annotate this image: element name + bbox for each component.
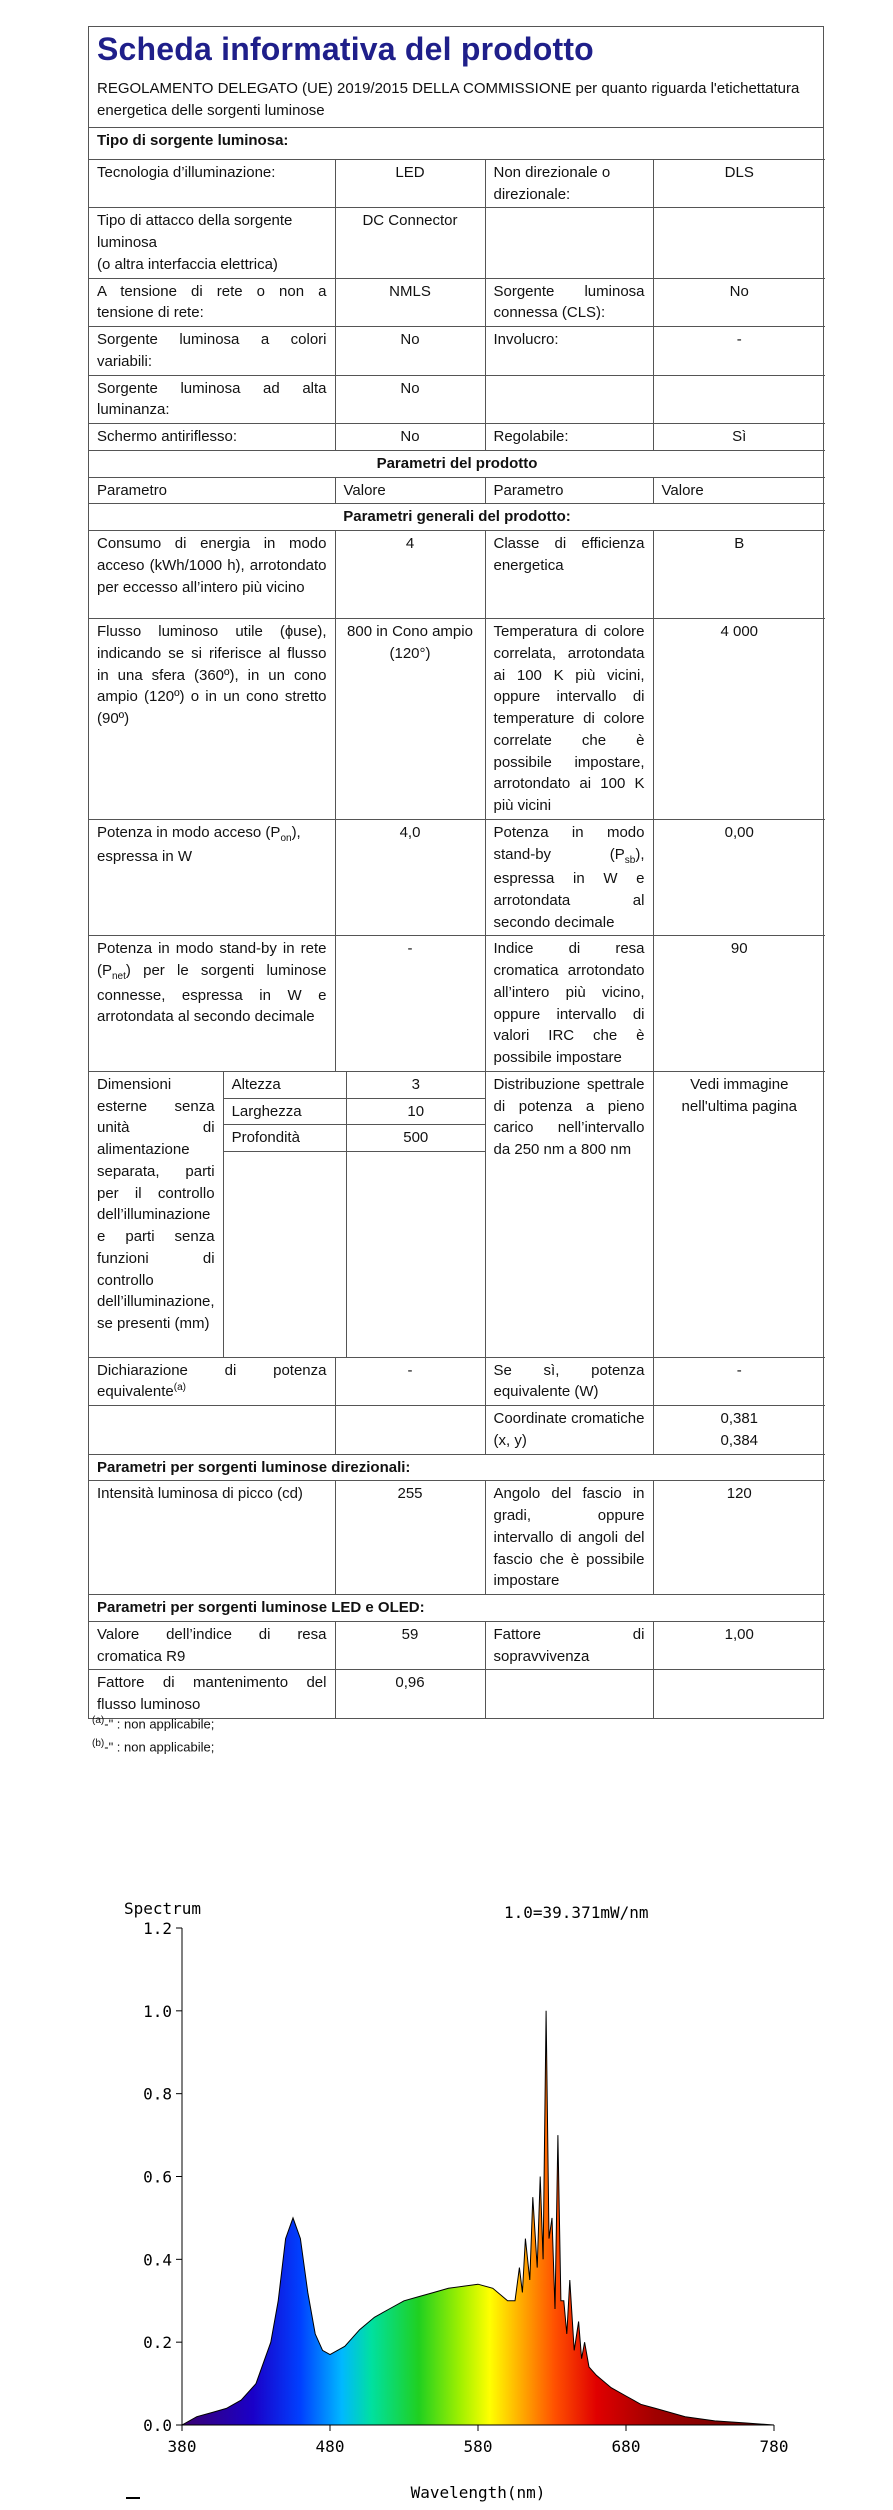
row-value: No — [335, 327, 485, 376]
table-row — [89, 531, 825, 619]
sesi-value: - — [653, 1357, 825, 1406]
row-label: Involucro: — [485, 327, 653, 376]
pnet-value: - — [335, 936, 485, 1072]
angolo-label: Angolo del fascio in gradi, oppure intervallo di angoli del fascio che è possibile impostare — [485, 1481, 653, 1595]
chart-annotation: 1.0=39.371mW/nm — [504, 1903, 649, 1922]
psb-value: 0,00 — [653, 819, 825, 936]
attacco-label: Tipo di attacco della sorgente luminosa — [97, 212, 293, 252]
classe-label: Classe di efficienza energetica — [485, 531, 653, 619]
empty-cell — [89, 1406, 335, 1455]
psb-label-b: ), espressa in W e arrotondata al secondo decimale — [493, 845, 645, 931]
flusso-label: Flusso luminoso utile (ɸuse), indicando se si riferisce al flusso in una sfera (360º), in un cono ampio (120º) o in un cono stretto (90º) — [89, 619, 335, 820]
row-label: Sorgente luminosa ad alta luminanza: — [89, 375, 335, 424]
table-row — [89, 1481, 825, 1595]
y-tick-label: 1.0 — [143, 2001, 172, 2021]
section-led: Parametri per sorgenti luminose LED e OLED: — [89, 1595, 825, 1622]
section-direzionali: Parametri per sorgenti luminose direzionali: — [89, 1454, 825, 1481]
dim-value: 10 — [347, 1098, 485, 1125]
table-row — [89, 936, 825, 1072]
row-value — [653, 375, 825, 424]
sesi-label: Se sì, potenza equivalente (W) — [485, 1357, 653, 1406]
pnet-label-b: ) per le sorgenti luminose connesse, espressa in W e arrotondata al secondo decimale — [97, 962, 327, 1026]
mantenimento-label: Fattore di mantenimento del flusso luminoso — [89, 1670, 335, 1718]
footnote-b — [92, 1735, 214, 1758]
section-tipo: Tipo di sorgente luminosa: — [89, 128, 825, 159]
row-value: No — [653, 278, 825, 327]
pon-label — [89, 819, 335, 936]
pon-label-a: Potenza in modo acceso (P — [97, 823, 281, 841]
consumo-value: 4 — [335, 531, 485, 619]
table-row — [89, 1406, 825, 1455]
table-row — [89, 327, 825, 376]
empty-cell — [485, 1670, 653, 1718]
x-tick-label: 580 — [463, 2437, 493, 2456]
psb-label — [485, 819, 653, 936]
col-header-valore: Valore — [335, 477, 485, 504]
irc-value: 90 — [653, 936, 825, 1072]
row-label — [89, 208, 335, 278]
table-row — [89, 619, 825, 820]
r9-value: 59 — [335, 1621, 485, 1670]
intensita-label: Intensità luminosa di picco (cd) — [89, 1481, 335, 1595]
row-value: DLS — [653, 159, 825, 208]
dim-value: 3 — [347, 1072, 485, 1098]
col-header-param: Parametro — [485, 477, 653, 504]
dimensions-cell — [89, 1071, 485, 1357]
section-parametri: Parametri del prodotto — [89, 450, 825, 477]
col-header-param: Parametro — [89, 477, 335, 504]
r9-label: Valore dell’indice di resa cromatica R9 — [89, 1621, 335, 1670]
sheet-header — [89, 27, 823, 128]
footnote-a — [92, 1712, 214, 1735]
row-label: Non direzionale o direzionale: — [485, 159, 653, 208]
attacco-label-extra: (o altra interfaccia elettrica) — [97, 255, 278, 273]
sopravvivenza-value: 1,00 — [653, 1621, 825, 1670]
row-value: Sì — [653, 424, 825, 451]
x-tick-label: 780 — [759, 2437, 789, 2456]
table-row — [89, 159, 825, 208]
row-label: Regolabile: — [485, 424, 653, 451]
y-tick-label: 0.4 — [143, 2250, 172, 2270]
spectrum-area — [182, 2011, 774, 2425]
section-row — [89, 504, 825, 531]
y-tick-label: 1.2 — [143, 1919, 172, 1938]
coordinate-label: Coordinate cromatiche (x, y) — [485, 1406, 653, 1455]
footnote-mark: (a) — [92, 1715, 105, 1726]
row-label: Schermo antiriflesso: — [89, 424, 335, 451]
table-row — [89, 278, 825, 327]
row-label: A tensione di rete o non a tensione di rete: — [89, 278, 335, 327]
temperatura-value: 4 000 — [653, 619, 825, 820]
irc-label: Indice di resa cromatica arrotondato all’intero più vicino, oppure intervallo di valori IRC che è possibile impostare — [485, 936, 653, 1072]
coordinate-y: 0,384 — [720, 1431, 759, 1449]
footnote-text: -" : non applicabile; — [104, 1716, 215, 1732]
y-tick-label: 0.8 — [143, 2084, 172, 2104]
dichiarazione-sup: (a) — [173, 1382, 186, 1394]
section-row — [89, 128, 825, 159]
dichiarazione-text: Dichiarazione di potenza equivalente — [97, 1361, 327, 1401]
table-row — [89, 1071, 825, 1357]
x-tick-label: 380 — [167, 2437, 197, 2456]
psb-sub: sb — [624, 854, 636, 866]
distribuzione-value: Vedi immagine nell'ultima pagina — [653, 1071, 825, 1357]
product-information-sheet — [88, 26, 824, 1719]
table-row — [89, 1670, 825, 1718]
angolo-value: 120 — [653, 1481, 825, 1595]
pon-label-b: ), espressa in W — [97, 823, 301, 866]
footnotes — [92, 1712, 214, 1759]
row-value: NMLS — [335, 278, 485, 327]
sheet-subtitle: REGOLAMENTO DELEGATO (UE) 2019/2015 DELLA COMMISSIONE per quanto riguarda l'etichettatura energetica delle sorgenti luminose — [97, 79, 800, 119]
intensita-value: 255 — [335, 1481, 485, 1595]
row-value — [653, 208, 825, 278]
empty-cell — [653, 1670, 825, 1718]
column-header-row — [89, 477, 825, 504]
row-value: LED — [335, 159, 485, 208]
dim-name: Profondità — [223, 1125, 346, 1152]
table-row — [89, 819, 825, 936]
row-value: No — [335, 424, 485, 451]
mantenimento-value: 0,96 — [335, 1670, 485, 1718]
row-label: Tecnologia d’illuminazione: — [89, 159, 335, 208]
section-generali: Parametri generali del prodotto: — [89, 504, 825, 531]
pon-sub: on — [280, 832, 292, 844]
row-label: Sorgente luminosa connessa (CLS): — [485, 278, 653, 327]
dim-row — [89, 1072, 485, 1098]
row-label — [485, 375, 653, 424]
spectrum-chart — [0, 1880, 893, 2510]
footnote-mark: (b) — [92, 1738, 105, 1750]
psb-label-a: Potenza in modo stand-by (P — [493, 823, 645, 863]
y-tick-label: 0.6 — [143, 2167, 172, 2187]
temperatura-label: Temperatura di colore correlata, arrotondata ai 100 K più vicini, oppure intervallo di temperature di colore correlate che è possibile impostare, arrotondato ai 100 K più vicini — [485, 619, 653, 820]
consumo-label: Consumo di energia in modo acceso (kWh/1000 h), arrotondato per eccesso all’intero più vicino — [89, 531, 335, 619]
row-value: - — [653, 327, 825, 376]
dim-value: 500 — [347, 1125, 485, 1152]
footnote-text: -" : non applicabile; — [104, 1739, 215, 1755]
row-label — [485, 208, 653, 278]
y-axis — [143, 1919, 182, 2435]
table-row — [89, 1621, 825, 1670]
col-header-valore: Valore — [653, 477, 825, 504]
x-axis — [168, 2425, 789, 2456]
empty-cell — [335, 1406, 485, 1455]
product-table — [89, 128, 825, 1718]
table-row — [89, 1357, 825, 1406]
y-tick-label: 0.0 — [143, 2416, 172, 2435]
sheet-title: Scheda informativa del prodotto — [97, 31, 594, 67]
sopravvivenza-label: Fattore di sopravvivenza — [485, 1621, 653, 1670]
dim-name: Altezza — [223, 1072, 346, 1098]
table-row — [89, 424, 825, 451]
row-label: Sorgente luminosa a colori variabili: — [89, 327, 335, 376]
coordinate-x: 0,381 — [720, 1410, 759, 1428]
y-tick-label: 0.2 — [143, 2333, 172, 2353]
table-row — [89, 208, 825, 278]
row-value: No — [335, 375, 485, 424]
section-row — [89, 1595, 825, 1622]
pnet-label-a: Potenza in modo stand-by in rete (P — [97, 940, 327, 980]
x-tick-label: 480 — [315, 2437, 345, 2456]
pnet-label — [89, 936, 335, 1072]
classe-value: B — [653, 531, 825, 619]
row-value: DC Connector — [335, 208, 485, 278]
pnet-sub: net — [112, 971, 126, 983]
dichiarazione-label — [89, 1357, 335, 1406]
table-row — [89, 375, 825, 424]
coordinate-value — [653, 1406, 825, 1455]
dichiarazione-value: - — [335, 1357, 485, 1406]
chart-title: Spectrum — [124, 1899, 202, 1918]
dimensions-label: Dimensioni esterne senza unità di alimentazione separata, parti per il controllo dell’illuminazione e parti senza funzioni di controllo dell’illuminazione, se presenti (mm) — [89, 1072, 223, 1357]
x-tick-label: 680 — [611, 2437, 641, 2456]
pon-value: 4,0 — [335, 819, 485, 936]
dimensions-table — [89, 1072, 485, 1357]
distribuzione-label: Distribuzione spettrale di potenza a pieno carico nell’intervallo da 250 nm a 800 nm — [485, 1071, 653, 1357]
dim-name: Larghezza — [223, 1098, 346, 1125]
x-axis-label: Wavelength(nm) — [410, 2483, 546, 2502]
section-row — [89, 1454, 825, 1481]
flusso-value: 800 in Cono ampio (120°) — [335, 619, 485, 820]
section-row — [89, 450, 825, 477]
